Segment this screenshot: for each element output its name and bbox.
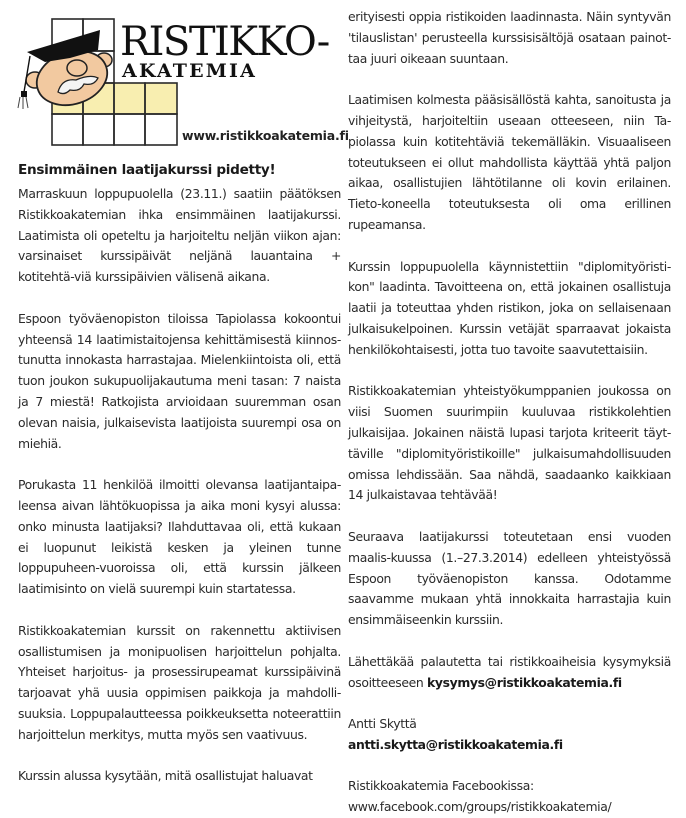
article-paragraph: Ristikkoakatemian kurssit on rakennettu aktiivisen osallistumisen ja monipuolisen harjoittelun pohjalta. Yhteiset harjoitus- ja prosessirupeamat kurssipäivinä tarjoavat yhä uusia oppimisen paikkoja ja mahdolli-suuksia. Loppupalautteessa poikkeuksetta noteerattiin harjoittelun merkitys, mutta myös sen vaativuus. — [18, 622, 341, 742]
article-column-right — [348, 7, 671, 818]
article-paragraph: Ristikkoakatemian yhteistyökumppanien joukossa on viisi Suomen suurimpiin kuuluvaa ristikkolehtien julkaisijaa. Jokainen näistä lupasi tarjota kriteerit täyt-täville "diplomityöristikoille" julkaisumahdollisuuden omissa lehdissään. Saa nähdä, saadaanko kaikkiaan 14 julkaistavaa tehtävää! — [348, 383, 671, 503]
feedback-paragraph — [348, 652, 671, 694]
article-paragraph: Espoon työväenopiston tiloissa Tapiolassa kokoontui yhteensä 14 laatimistaitojensa kehittämisestä kiinnos-tunutta innokasta harrastajaa. Mielenkiintoista oli, että tuon joukon sukupuolijakautuma meni tasan: 7 naista ja 7 miestä! Ratkojista arvioidaan suuremman osan olevan naisia, julkaisevista laatijoista suurempi osa on miehiä. — [18, 310, 341, 451]
article-paragraph: Kurssin loppupuolella käynnistettiin "diplomityöristi-kon" laadinta. Tavoitteena on, että jokainen osallistuja laatii ja toteuttaa yhden ristikon, joka on sellaisenaan julkaisukelpoinen. Kurssin vetäjät sparraavat jokaista henkilökohtaisesti, jotta tuo tavoite saavutettaisiin. — [348, 258, 671, 357]
ristikkoakatemia-logo — [0, 0, 349, 150]
article-paragraph: Laatimisen kolmesta pääsisällöstä kahta, sanoitusta ja vihjeitystä, harjoiteltiin useaan otteeseen, niin Ta-piolassa kuin kotitehtäviä tekemälläkin. Visuaaliseen toteutukseen ei ollut mahdollista käyttää yhtä paljon aikaa, osallistujien lähtötilanne oli kovin erilainen. Tieto-koneella toteutuksesta oli oma erillinen rupeamansa. — [348, 92, 671, 232]
logo-title-line1: RISTIKKO- — [120, 19, 329, 65]
article-paragraph: Porukasta 11 henkilöä ilmoitti olevansa laatijantaipa-leensa aivan lähtökuopissa ja aika moni kysyi alussa: onko minusta laatijaksi? Ilahduttavaa oli, että kukaan ei luopunut leikistä kesken ja yleinen tunne loppupuheen-vuoroissa oli, että kurssin jälkeen laatimisinto on vielä suurempi kuin startatessa. — [18, 477, 341, 597]
article-paragraph: Marraskuun loppupuolella (23.11.) saatiin päätöksen Ristikkoakatemian ihka ensimmäinen laatijakurssi. Laatimista oli opeteltu ja harjoiteltu neljän viikon ajan: varsinaiset kurssipäivät neljänä lauantaina + kotitehtä-viä kurssipäivien välisenä aikana. — [18, 186, 341, 285]
article-paragraph: erityisesti oppia ristikoiden laadinnasta. Näin syntyvän 'tilauslistan' perusteella kurssisisältöjä osataan painot-taa juuri oikeaan suuntaan. — [348, 9, 671, 66]
author-email-link[interactable]: antti.skytta@ristikkoakatemia.fi — [348, 736, 563, 752]
facebook-url-link[interactable]: www.facebook.com/groups/ristikkoakatemia/ — [348, 799, 612, 815]
feedback-text: Lähettäkää palautetta tai ristikkoaiheisia kysymyksiä osoitteeseen — [348, 653, 671, 690]
facebook-block — [348, 776, 671, 818]
logo-url-link[interactable]: www.ristikkoakatemia.fi — [182, 128, 349, 143]
article-headline: Ensimmäinen laatijakurssi pidetty! — [18, 162, 276, 178]
author-block — [348, 714, 671, 756]
article-paragraph: Kurssin alussa kysytään, mitä osallistujat haluavat — [18, 768, 313, 784]
feedback-email-link[interactable]: kysymys@ristikkoakatemia.fi — [426, 674, 622, 690]
facebook-label: Ristikkoakatemia Facebookissa: — [348, 778, 534, 794]
logo-title-line2: AKATEMIA — [122, 60, 258, 82]
author-name: Antti Skyttä — [348, 716, 417, 732]
article-paragraph: Seuraava laatijakurssi toteutetaan ensi vuoden maalis-kuussa (1.–27.3.2014) edelleen yhteistyössä Espoon työväenopiston kanssa. Odotamme saavamme mukaan yhtä innokkaita harrastajia kuin ensimmäiseenkin kurssiin. — [348, 528, 671, 628]
article-column-left — [18, 160, 341, 787]
